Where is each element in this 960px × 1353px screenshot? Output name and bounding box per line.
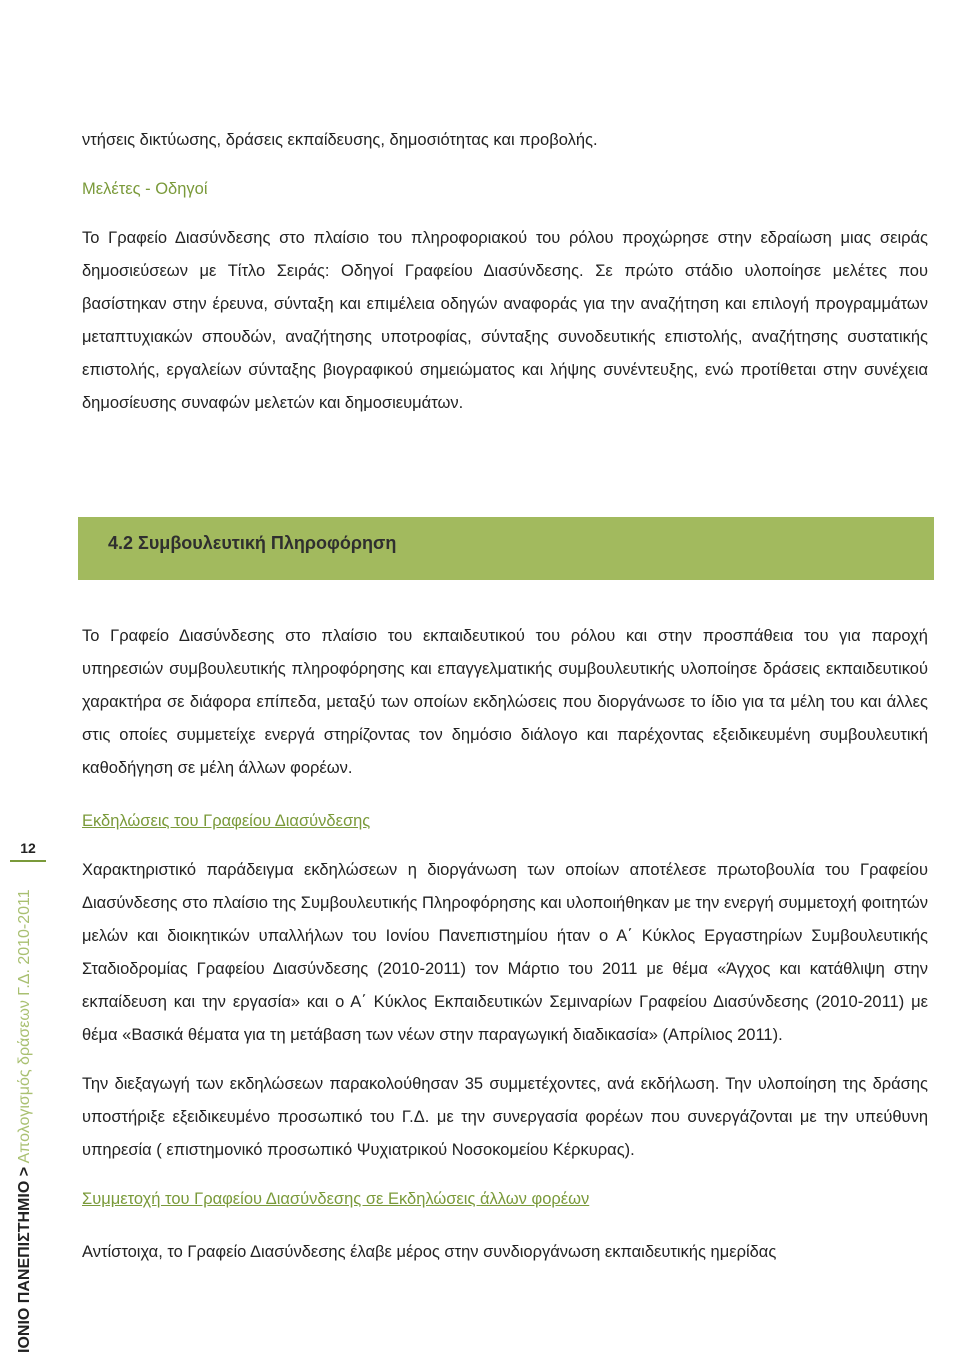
events-heading-link[interactable]: Εκδηλώσεις του Γραφείου Διασύνδεσης [82,812,371,830]
events-paragraph: Χαρακτηριστικό παράδειγμα εκδηλώσεων η διοργάνωση των οποίων αποτέλεσε πρωτοβουλία του Γραφείου Διασύνδεσης στο πλαίσιο της Συμβουλευτικής Πληροφόρησης και υλοποιήθηκαν με την ενεργή συμμετοχή φοιτητών μελών και διοικητικών υπαλλήλων του Ιονίου Πανεπιστημίου ήταν ο Α΄ Κύκλος Εργαστηρίων Συμβουλευτικής Σταδιοδρομίας Γραφείου Διασύνδεσης (2010-2011) τον Μάρτιο του 2011 με θέμα «Άγχος και κατάθλιψη στην εκπαίδευση και την εργασία» και ο Α΄ Κύκλος Εκπαιδευτικών Σεμιναρίων Γραφείου Διασύνδεσης (2010-2011) με θέμα «Βασικά θέματα για τη μετάβαση των νέων στην παραγωγική διαδικασία» (Απρίλιος 2011). [82,861,928,1044]
section-title: 4.2 Συμβουλευτική Πληροφόρηση [108,533,397,553]
upper-content [82,124,928,420]
side-running-title [16,889,34,1353]
events-paragraph-2: Την διεξαγωγή των εκδηλώσεων παρακολούθησαν 35 συμμετέχοντες, ανά εκδήλωση. Την υλοποίηση της δράσης υποστήριξε εξειδικευμένο προσωπικό του Γ.Δ. με την συνεργασία φορέων που συνεργάζονται με την υπεύθυνη υπηρεσία ( επιστημονικό προσωπικό Ψυχιατρικού Νοσοκομείου Κέρκυρας). [82,1075,928,1159]
intro-line: ντήσεις δικτύωσης, δράσεις εκπαίδευσης, δημοσιότητας και προβολής. [82,131,598,149]
side-label-bold: ΙΟΝΙΟ ΠΑΝΕΠΙΣΤΗΜΙΟ > [16,1166,33,1353]
studies-paragraph: Το Γραφείο Διασύνδεσης στο πλαίσιο του πληροφοριακού του ρόλου προχώρησε στην εδραίωση μιας σειράς δημοσιεύσεων με Τίτλο Σειράς: Οδηγοί Γραφείου Διασύνδεσης. Σε πρώτο στάδιο υλοποίησε μελέτες που βασίστηκαν στην έρευνα, σύνταξη και επιμέλεια οδηγών αναφοράς για την αναζήτηση και επιλογή προγραμμάτων μεταπτυχιακών σπουδών, αναζήτησης υποτροφίας, σύνταξης συνοδευτικής επιστολής, αναζήτησης συστατικής επιστολής, εργαλείων σύνταξης βιογραφικού σημειώματος και λήψης συνέντευξης, ενώ προτίθεται στην συνέχεια δημοσίευσης συναφών μελετών και δημοσιευμάτων. [82,229,928,412]
other-events-paragraph: Αντίστοιχα, το Γραφείο Διασύνδεσης έλαβε μέρος στην συνδιοργάνωση εκπαιδευτικής ημερίδας [82,1243,777,1261]
page-number: 12 [10,840,46,862]
section-paragraph: Το Γραφείο Διασύνδεσης στο πλαίσιο του εκπαιδευτικού του ρόλου και στην προσπάθεια του για παροχή υπηρεσιών συμβουλευτικής πληροφόρησης και επαγγελματικής συμβουλευτικής υλοποίησε δράσεις εκπαιδευτικού χαρακτήρα σε διάφορα επίπεδα, μεταξύ των οποίων εκδηλώσεις που διοργάνωσε το ίδιο για τα μέλη του και άλλες στις οποίες συμμετείχε ενεργά στηρίζοντας τον δημόσιο διάλογο και παρέχοντας εξειδικευμένη συμβουλευτική καθοδήγηση σε μέλη άλλων φορέων. [82,627,928,777]
other-events-heading-link[interactable]: Συμμετοχή του Γραφείου Διασύνδεσης σε Εκδηλώσεις άλλων φορέων [82,1190,590,1208]
lower-content [82,620,928,1269]
side-label-light: Απολογισμός δράσεων Γ.Δ. 2010-2011 [16,889,33,1167]
studies-heading: Μελέτες - Οδηγοί [82,180,208,198]
